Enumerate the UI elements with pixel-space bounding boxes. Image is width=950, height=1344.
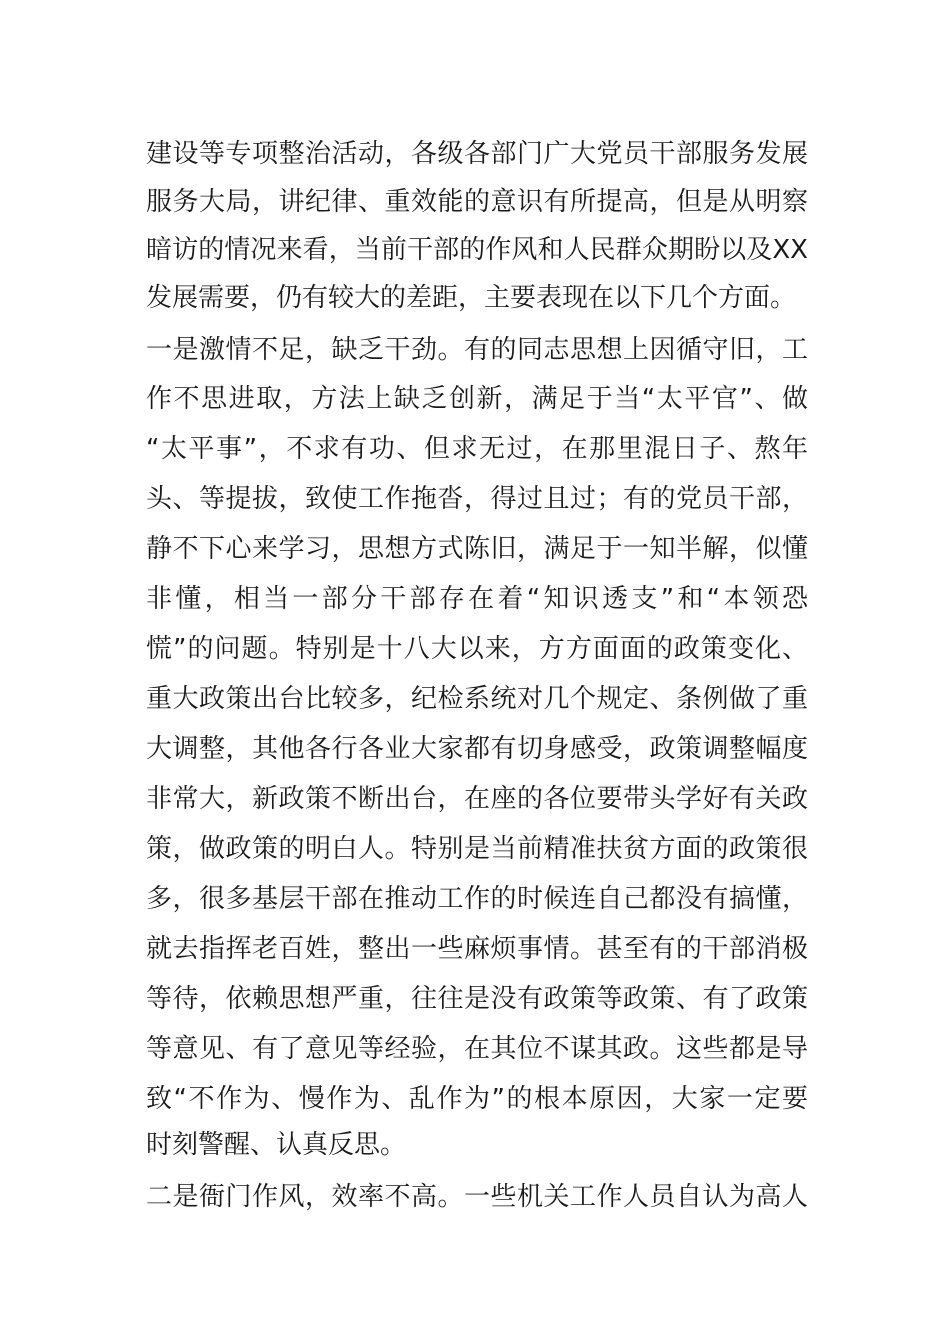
text-line: 作不思进取，方法上缺乏创新，满足于当“太平官”、做 (146, 384, 808, 414)
text-line: 暗访的情况来看，当前干部的作风和人民群众期盼以及XX (146, 235, 808, 265)
text-line: 等待，依赖思想严重，往往是没有政策等政策、有了政策 (146, 984, 808, 1014)
text-line: 重大政策出台比较多，纪检系统对几个规定、条例做了重 (146, 684, 808, 714)
text-line: 非常大，新政策不断出台，在座的各位要带头学好有关政 (146, 784, 808, 814)
text-line: 头、等提拔，致使工作拖沓，得过且过；有的党员干部， (146, 484, 808, 514)
text-line: 服务大局，讲纪律、重效能的意识有所提高，但是从明察 (146, 187, 808, 217)
text-line: “太平事”，不求有功、但求无过，在那里混日子、熬年 (146, 434, 808, 464)
text-line: 时刻警醒、认真反思。 (146, 1130, 407, 1160)
text-line: 发展需要，仍有较大的差距，主要表现在以下几个方面。 (146, 283, 797, 313)
text-line: 非懂，相当一部分干部存在着“知识透支”和“本领恐 (146, 584, 808, 614)
text-line: 多，很多基层干部在推动工作的时候连自己都没有搞懂， (146, 884, 808, 914)
text-line: 建设等专项整治活动，各级各部门广大党员干部服务发展 (146, 139, 808, 169)
text-line: 慌”的问题。特别是十八大以来，方方面面的政策变化、 (146, 634, 808, 664)
text-line: 等意见、有了意见等经验，在其位不谋其政。这些都是导 (146, 1034, 808, 1064)
text-line: 静不下心来学习，思想方式陈旧，满足于一知半解，似懂 (146, 534, 808, 564)
text-line: 策，做政策的明白人。特别是当前精准扶贫方面的政策很 (146, 834, 808, 864)
text-line: 就去指挥老百姓，整出一些麻烦事情。甚至有的干部消极 (146, 934, 808, 964)
text-line: 二是衙门作风，效率不高。一些机关工作人员自认为高人 (146, 1182, 808, 1212)
text-line: 一是激情不足，缺乏干劲。有的同志思想上因循守旧，工 (146, 335, 808, 365)
text-line: 大调整，其他各行各业大家都有切身感受，政策调整幅度 (146, 734, 808, 764)
text-line: 致“不作为、慢作为、乱作为”的根本原因，大家一定要 (146, 1084, 808, 1114)
